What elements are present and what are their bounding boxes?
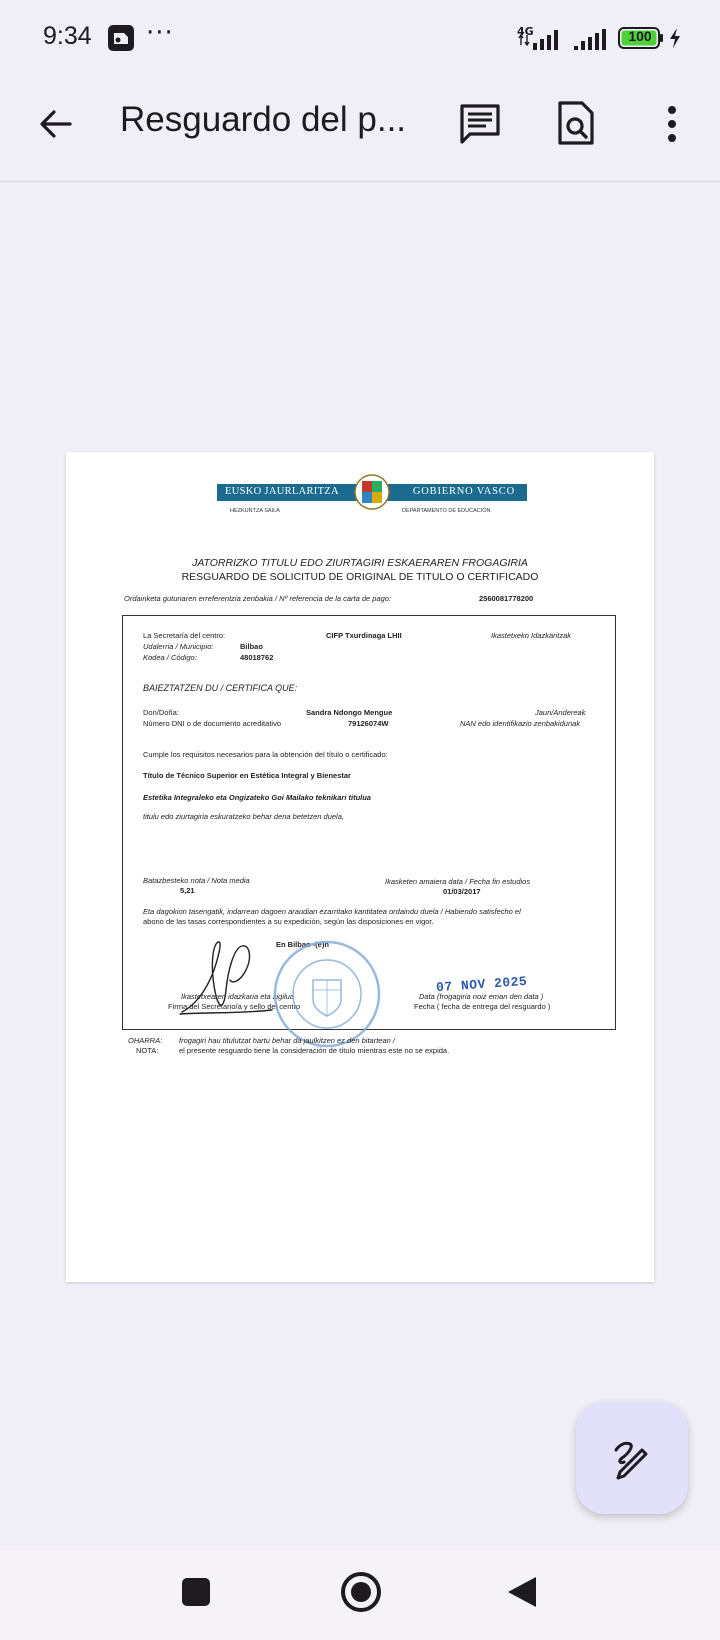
title-eu-suffix: titulu edo ziurtagiria eskuratzeko behar dena betetzen duela, [143, 812, 344, 821]
delivery-date-label-eu: Data (frogagiria noiz eman den data ) [419, 992, 544, 1001]
fees-text-es: abono de las tasas correspondientes a su expedición, según las disposiciones en vigor. [143, 917, 434, 926]
reference-value: 2560081778200 [479, 594, 534, 603]
charging-icon [668, 27, 682, 49]
name-label: Don/Doña: [143, 708, 179, 717]
center-name: CIFP Txurdinaga LHII [326, 631, 402, 640]
status-time: 9:34 [43, 22, 92, 50]
basque-crest-icon [354, 474, 390, 510]
status-more-notifications: ··· [146, 18, 174, 48]
dni-label: Número DNI o de documento acreditativo [143, 719, 281, 728]
grade-label: Batazbesteko nota / Nota media [143, 876, 250, 885]
logo-text-eu: EUSKO JAURLARITZA [225, 486, 339, 497]
delivery-date-label-es: Fecha ( fecha de entrega del resguardo ) [414, 1002, 551, 1011]
arrow-left-icon[interactable] [34, 102, 78, 146]
logo-text-es: GOBIERNO VASCO [412, 486, 515, 497]
note-text-es: el presente resguardo tiene la consideración de título mientras este no se expida. [179, 1046, 450, 1055]
document-heading-eu: JATORRIZKO TITULU EDO ZIURTAGIRI ESKAERAREN FROGAGIRIA [192, 557, 528, 569]
reference-label: Ordainketa gutunaren erreferentzia zenbakia / Nº referencia de la carta de pago: [124, 594, 392, 603]
secretary-label-eu: Ikastetxeko Idazkaritzak [491, 631, 572, 640]
battery-level: 100 [628, 28, 652, 44]
end-date-label: Ikasketen amaiera data / Fecha fin estudios [385, 877, 531, 886]
municipality-value: Bilbao [240, 642, 263, 651]
comment-icon[interactable] [458, 102, 502, 146]
grade-value: 5,21 [180, 886, 195, 895]
handwritten-signature [176, 930, 276, 1020]
document-page[interactable] [66, 452, 654, 1282]
status-bar [0, 0, 720, 78]
name-label-eu: Jaun/Andereak [535, 708, 586, 717]
place-text: En Bilbao -(e)n [276, 940, 329, 949]
edit-pen-icon [610, 1436, 654, 1480]
code-label: Kodea / Código: [143, 653, 197, 662]
logo-subtitle-eu: HEZKUNTZA SAILA [230, 508, 280, 514]
svg-text:4G: 4G [517, 25, 534, 38]
certifies-heading: BAIEZTATZEN DU / CERTIFICA QUE: [143, 683, 298, 693]
signature-label-es: Firma del Secretario/a y sello del centro [168, 1002, 301, 1011]
requirements-text: Cumple los requisitos necesarios para la obtención del título o certificado: [143, 750, 388, 759]
school-seal-stamp [271, 938, 383, 1050]
dni-label-eu: NAN edo identifikazio zenbakidunak [460, 719, 581, 728]
fees-text-eu: Eta dagokion tasengatik, indarrean dagoen araudian ezarritako kantitatea ordaindu duela / Habiendo satisfecho el [143, 907, 521, 916]
edit-fab-button[interactable] [576, 1402, 688, 1514]
title-eu: Estetika Integraleko eta Ongizateko Goi Mailako teknikari titulua [143, 793, 371, 802]
code-value: 48018762 [240, 653, 274, 662]
notification-app-icon [107, 24, 135, 52]
more-vert-icon[interactable] [656, 102, 688, 146]
note-label-es: NOTA: [136, 1046, 159, 1055]
signal-sim2-icon [574, 24, 608, 52]
note-text-eu: frogagiri hau titulutzat hartu behar da jaulkitzen ez den bitartean / [179, 1036, 395, 1045]
document-search-icon[interactable] [554, 100, 598, 146]
recent-apps-icon[interactable] [180, 1576, 212, 1608]
signal-4g-icon [517, 24, 565, 52]
dni-value: 79126074W [348, 719, 389, 728]
municipality-label: Udalerria / Municipio: [143, 642, 214, 651]
home-icon[interactable] [340, 1571, 382, 1613]
logo-subtitle-es: DEPARTAMENTO DE EDUCACIÓN [402, 508, 491, 514]
title-es: Título de Técnico Superior en Estética Integral y Bienestar [143, 771, 351, 780]
app-bar [0, 78, 720, 182]
secretary-label: La Secretaría del centro: [143, 631, 226, 640]
system-navigation-bar [0, 1546, 720, 1640]
date-stamp: 07 NOV 2025 [435, 973, 528, 996]
end-date-value: 01/03/2017 [443, 887, 481, 896]
document-heading-es: RESGUARDO DE SOLICITUD DE ORIGINAL DE TITULO O CERTIFICADO [181, 571, 539, 583]
signature-label-eu: Ikastetxearen idazkaria eta zigilua [181, 992, 294, 1001]
nav-back-icon[interactable] [506, 1575, 538, 1609]
name-value: Sandra Ndongo Mengue [306, 708, 393, 717]
page-title: Resguardo del p... [120, 100, 407, 139]
note-label-eu: OHARRA: [128, 1036, 163, 1045]
